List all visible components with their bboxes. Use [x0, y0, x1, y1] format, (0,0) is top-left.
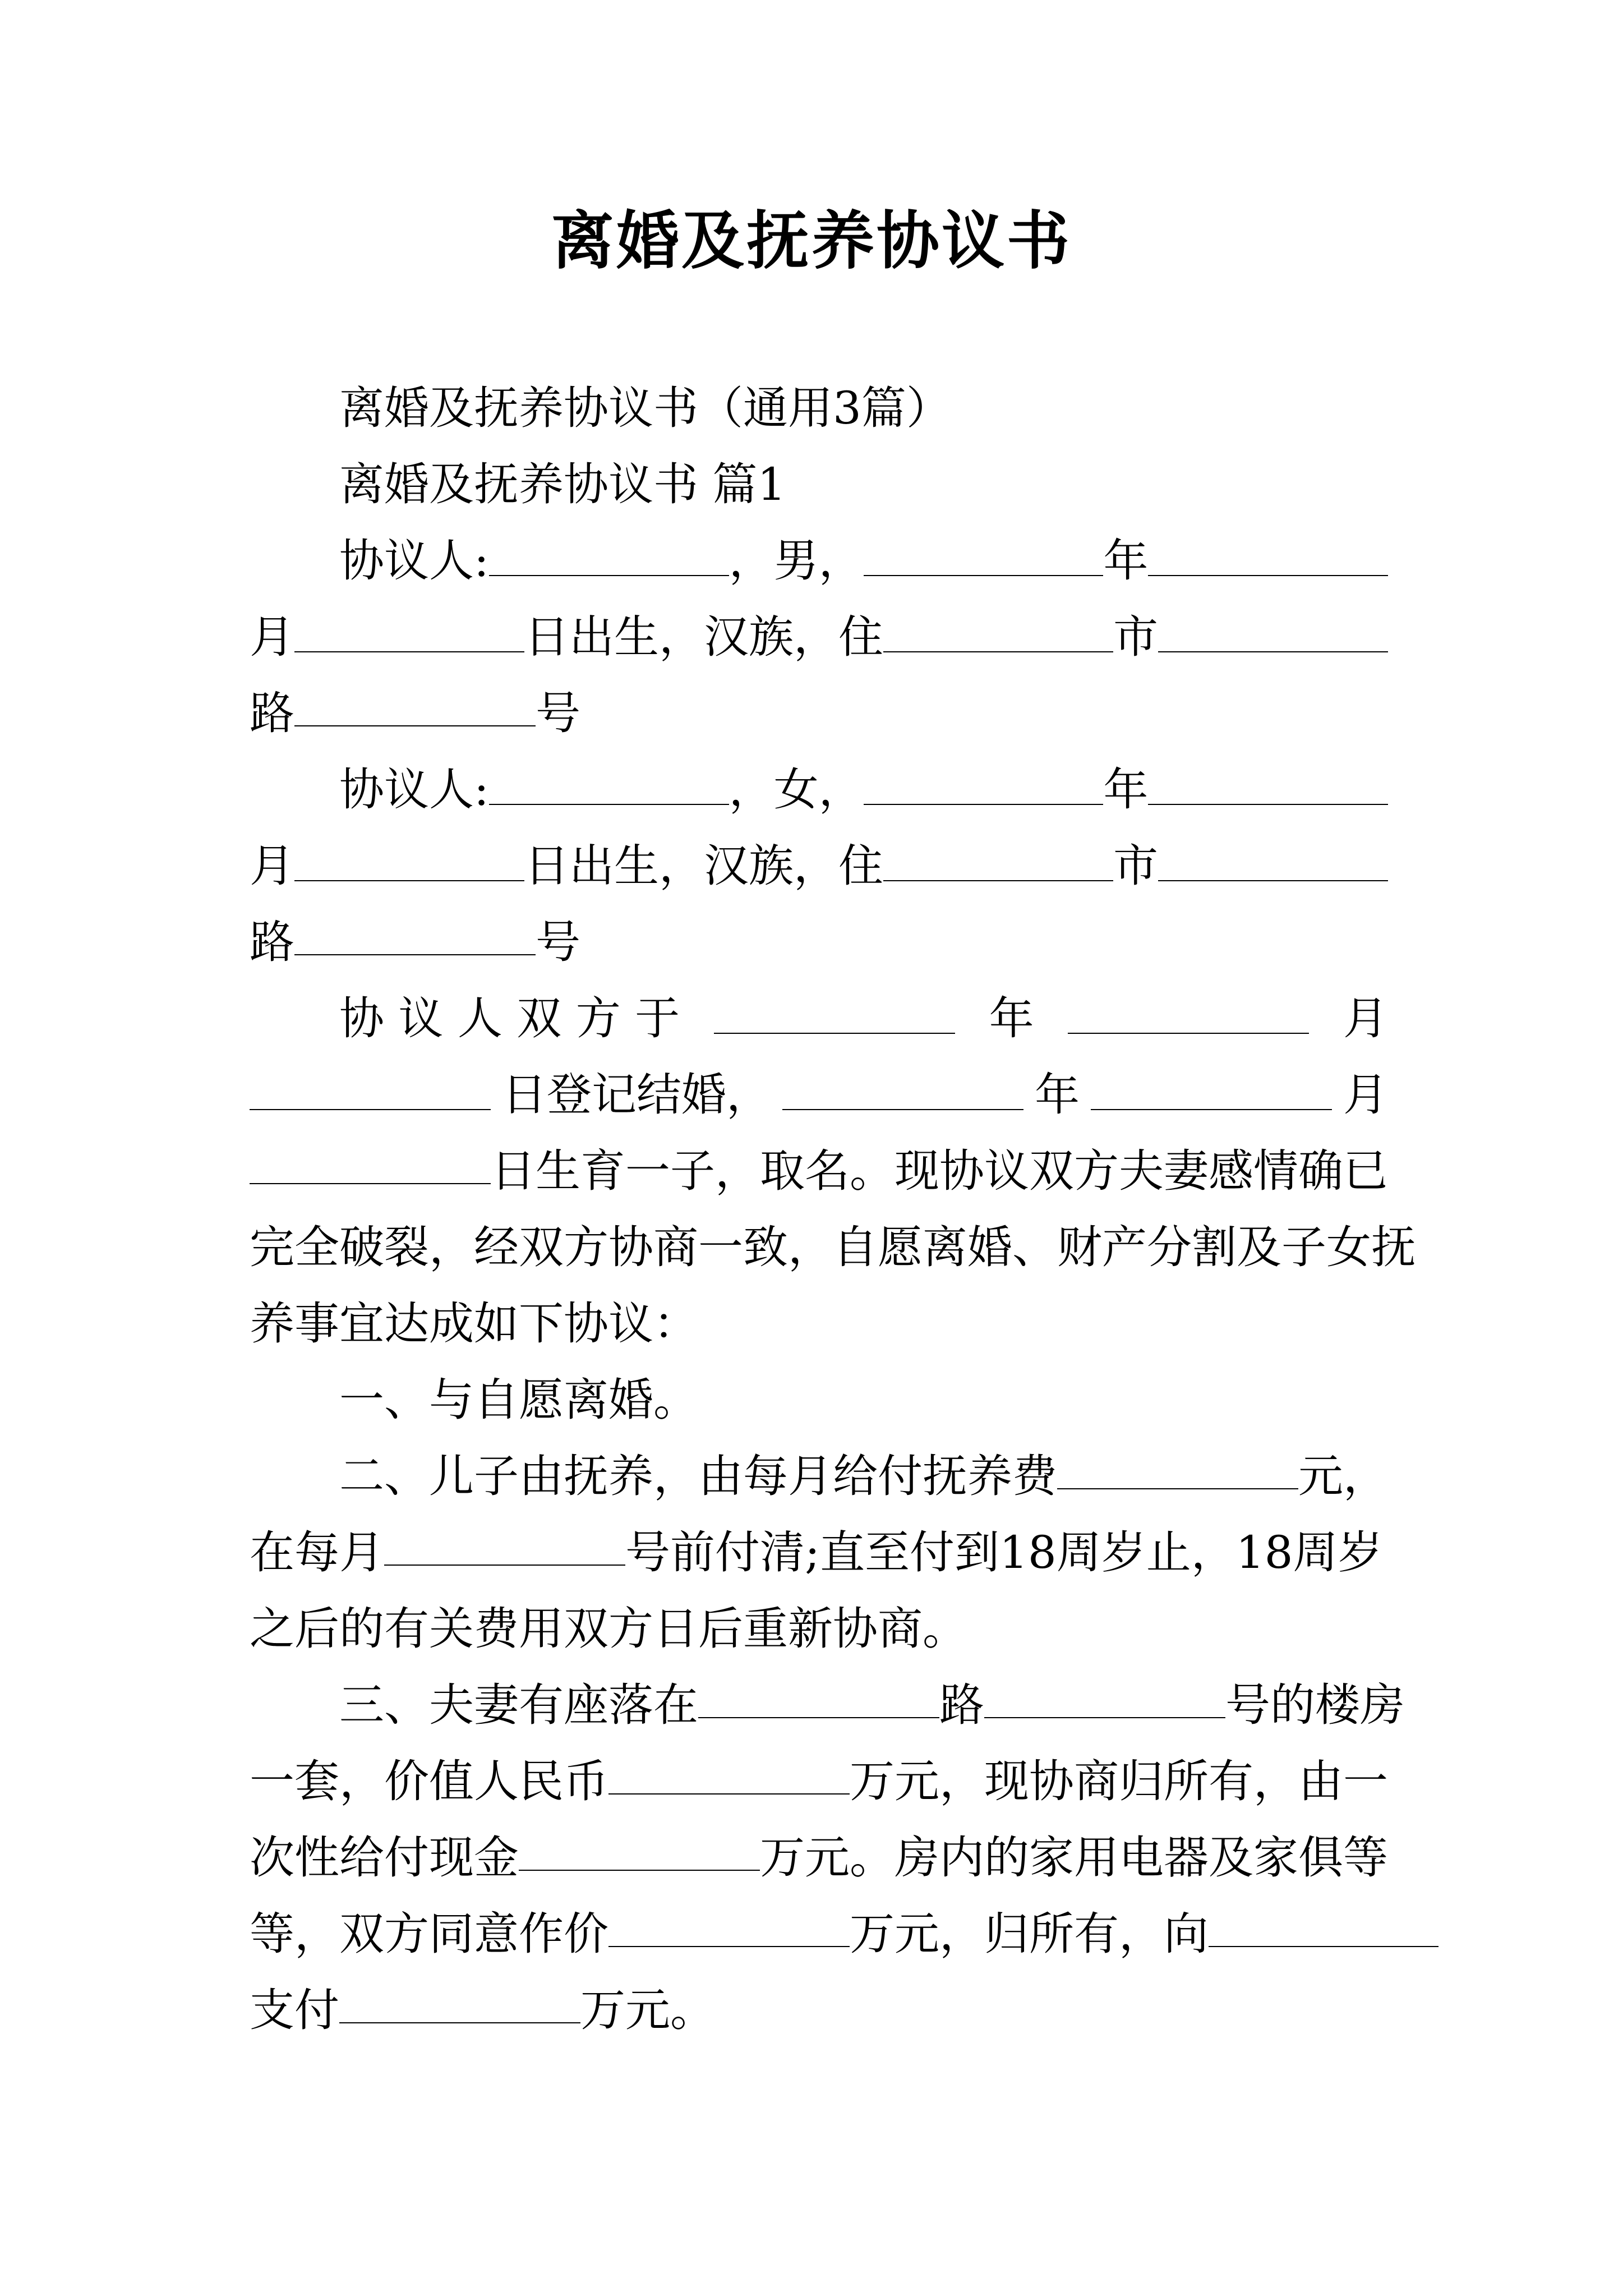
male-road-blank [1158, 651, 1388, 652]
clause-3-line-4 [250, 1896, 1388, 1972]
male-birth-day-blank [294, 651, 524, 652]
payment-amount-blank [339, 2022, 580, 2023]
clause-1: 一、与自愿离婚。 [339, 1374, 698, 1426]
clause-3-text-c: 号的楼房 [1225, 1679, 1405, 1731]
clause-3-line-3 [250, 1820, 1388, 1896]
female-party-line-1 [250, 752, 1388, 828]
intro-text-1: 协 议 人 双 方 于 [339, 992, 680, 1045]
clause-2-text-d: 号前付清;直至付到18周岁止，18周岁 [625, 1526, 1383, 1579]
male-city-label: 市 [1113, 611, 1158, 663]
cash-payment-blank [519, 1870, 760, 1871]
payee-blank [1209, 1946, 1438, 1947]
clause-3-text-a: 三、夫妻有座落在 [339, 1679, 698, 1731]
male-year-label: 年 [1103, 535, 1149, 587]
intro-year-label: 年 [989, 992, 1034, 1045]
clause-3-text-g: 万元。房内的家用电器及家俱等 [760, 1832, 1388, 1884]
male-number-label: 号 [536, 687, 580, 739]
female-birth-text: 日出生，汉族，住 [524, 840, 883, 892]
female-birth-month-blank [1148, 804, 1388, 805]
clause-3-text-h: 等，双方同意作价 [250, 1908, 608, 1960]
female-birth-day-blank [294, 880, 524, 881]
clause-3-text-b: 路 [939, 1679, 984, 1731]
male-birth-year-blank [864, 575, 1104, 576]
female-number-label: 号 [536, 916, 580, 968]
female-month-label: 月 [250, 840, 294, 892]
intro-line-5: 养事宜达成如下协议： [250, 1297, 698, 1350]
appliance-value-blank [608, 1946, 850, 1947]
male-number-blank [294, 725, 536, 726]
female-party-line-2 [250, 828, 1388, 904]
clause-3-line-1 [250, 1667, 1405, 1743]
intro-text-2: 日登记结婚， [502, 1069, 771, 1121]
clause-3-text-j: 支付 [250, 1984, 339, 2036]
marriage-month-blank [1068, 1033, 1309, 1034]
birth-day-blank [250, 1183, 491, 1184]
female-road-label: 路 [250, 916, 294, 968]
clause-3-line-5 [250, 1972, 1388, 2049]
female-year-label: 年 [1103, 763, 1149, 816]
clause-2-text-b: 元， [1298, 1450, 1388, 1502]
support-fee-blank [1057, 1488, 1298, 1489]
property-value-blank [608, 1793, 850, 1795]
male-party-line-2 [250, 599, 1388, 675]
male-city-blank [883, 651, 1113, 652]
female-city-blank [883, 880, 1113, 881]
female-party-label: 协议人: [339, 763, 489, 816]
section-heading: 离婚及抚养协议书 篇1 [339, 458, 786, 510]
intro-text-3: 日生育一子，取名。现协议双方夫妻感情确已 [491, 1145, 1388, 1197]
clause-3-text-k: 万元。 [580, 1984, 715, 2036]
male-party-label: 协议人: [339, 535, 489, 587]
marriage-day-blank [250, 1109, 491, 1110]
intro-line-3 [250, 1133, 1388, 1209]
clause-2-line-1 [250, 1438, 1388, 1515]
document-title: 离婚及抚养协议书 [551, 204, 1072, 278]
female-name-blank [489, 804, 729, 805]
female-number-blank [294, 954, 536, 955]
property-number-blank [984, 1717, 1225, 1718]
intro-month-label-2: 月 [1343, 1069, 1388, 1121]
clause-2-line-2 [250, 1515, 1388, 1591]
male-gender: ，男， [728, 535, 864, 587]
male-birth-month-blank [1148, 575, 1388, 576]
birth-year-blank [782, 1109, 1023, 1110]
clause-2-text-c: 在每月 [250, 1526, 384, 1579]
male-month-label: 月 [250, 611, 294, 663]
property-road-blank [698, 1717, 939, 1718]
intro-year-label-2: 年 [1035, 1069, 1080, 1121]
clause-3-text-f: 次性给付现金 [250, 1832, 519, 1884]
subtitle: 离婚及抚养协议书（通用3篇） [339, 382, 951, 434]
female-party-line-3 [250, 904, 1388, 981]
female-gender: ，女， [728, 763, 864, 816]
clause-3-text-i: 万元，归所有，向 [850, 1908, 1209, 1960]
clause-2-text-a: 二、儿子由抚养，由每月给付抚养费 [339, 1450, 1057, 1502]
clause-3-line-2 [250, 1743, 1388, 1820]
intro-month-label: 月 [1343, 992, 1388, 1045]
intro-line-2 [250, 1057, 1388, 1133]
male-party-line-3 [250, 675, 1388, 752]
marriage-year-blank [714, 1033, 955, 1034]
birth-month-blank [1091, 1109, 1332, 1110]
payment-day-blank [384, 1565, 625, 1566]
clause-3-text-d: 一套，价值人民币 [250, 1755, 608, 1807]
male-name-blank [489, 575, 729, 576]
male-birth-text: 日出生，汉族，住 [524, 611, 883, 663]
female-city-label: 市 [1113, 840, 1158, 892]
clause-3-text-e: 万元，现协商归所有，由一 [850, 1755, 1388, 1807]
clause-2-line-3: 之后的有关费用双方日后重新协商。 [250, 1603, 967, 1655]
document-body [250, 370, 1416, 2049]
male-party-line-1 [250, 523, 1388, 599]
intro-line-1 [250, 981, 1388, 1057]
female-birth-year-blank [864, 804, 1104, 805]
female-road-blank [1158, 880, 1388, 881]
male-road-label: 路 [250, 687, 294, 739]
intro-line-4: 完全破裂，经双方协商一致，自愿离婚、财产分割及子女抚 [250, 1221, 1416, 1273]
